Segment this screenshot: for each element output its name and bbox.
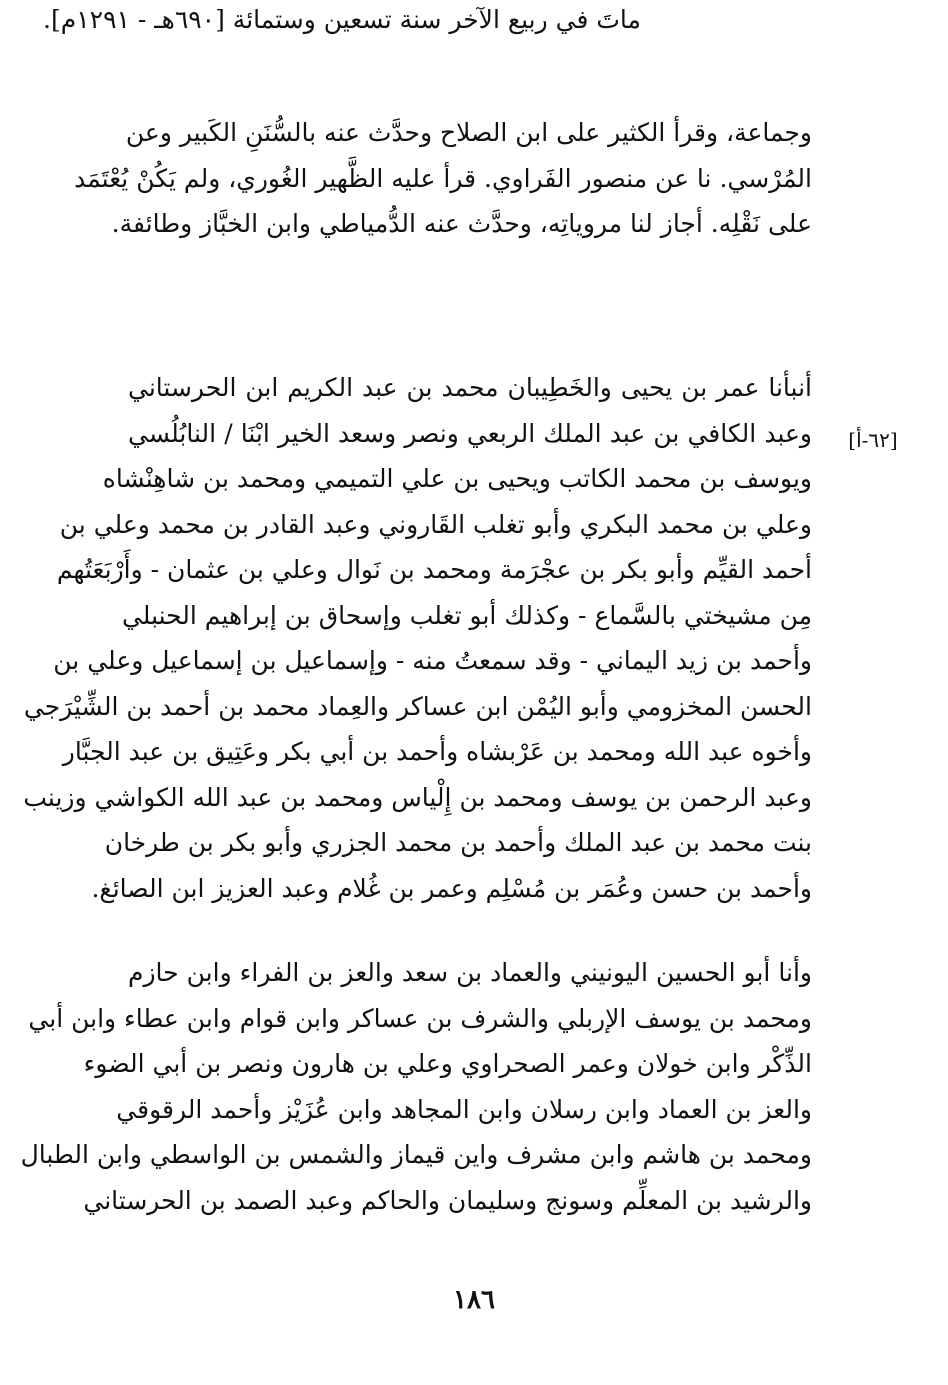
text-line: أحمد القيِّم وأبو بكر بن عجْرَمة ومحمد بن نَوال وعلي بن عثمان - وأَرْبَعَتُهم <box>56 555 812 584</box>
death-date-line: ماتَ في ربيع الآخر سنة تسعين وستمائة [٦٩٠هـ - ١٢٩١م]. <box>43 5 641 34</box>
text-line: المُرْسي. نا عن منصور الفَراوي. قرأ عليه الظَّهير الغُوري، ولم يَكُنْ يُعْتَمَد <box>74 163 812 193</box>
text-line: ومحمد بن يوسف الإربلي والشرف بن عساكر وابن قوام وابن عطاء وابن أبي <box>28 1003 812 1033</box>
text-line: الحسن المخزومي وأبو اليُمْن ابن عساكر والعِماد محمد بن أحمد بن الشِّيْرَجي <box>23 691 812 721</box>
text-line: وعبد الكافي بن عبد الملك الربعي ونصر وسعد الخير ابْنَا / النابُلُسي <box>128 418 812 448</box>
text-line: الذِّكْر وابن خولان وعمر الصحراوي وعلي بن هارون ونصر بن أبي الضوء <box>83 1049 812 1078</box>
paragraph-1 <box>74 110 812 247</box>
text-line: وأحمد بن زيد اليماني - وقد سمعتُ منه - وإسماعيل بن إسماعيل وعلي بن <box>53 646 812 675</box>
text-line: وأخوه عبد الله ومحمد بن عَرْبشاه وأحمد بن أبي بكر وعَتِيق بن عبد الجبَّار <box>62 737 812 766</box>
text-line: ومحمد بن هاشم وابن مشرف واين قيماز والشمس بن الواسطي وابن الطبال <box>20 1140 812 1169</box>
paragraph-2 <box>23 365 812 911</box>
text-line: وأنا أبو الحسين اليونيني والعماد بن سعد والعز بن الفراء وابن حازم <box>128 958 812 987</box>
text-line: على نَقْلِه. أجاز لنا مروياتِه، وحدَّث عنه الدُّمياطي وابن الخبَّاز وطائفة. <box>111 209 812 238</box>
text-line: أنبأنا عمر بن يحيى والخَطِيبان محمد بن عبد الكريم ابن الحرستاني <box>128 373 812 402</box>
text-line: بنت محمد بن عبد الملك وأحمد بن محمد الجزري وأبو بكر بن طرخان <box>104 828 812 857</box>
text-line: ويوسف بن محمد الكاتب ويحيى بن علي التميمي ومحمد بن شاهِنْشاه <box>102 464 812 493</box>
text-line: وأحمد بن حسن وعُمَر بن مُسْلِم وعمر بن غُلام وعبد العزيز ابن الصائغ. <box>91 873 812 903</box>
page-number: ١٨٦ <box>453 1285 495 1315</box>
text-line: مِن مشيختي بالسَّماع - وكذلك أبو تغلب وإسحاق بن إبراهيم الحنبلي <box>121 600 812 630</box>
text-line: وعبد الرحمن بن يوسف ومحمد بن إِلْياس ومحمد بن عبد الله الكواشي وزينب <box>23 782 812 812</box>
folio-margin-note: [٦٢-أ] <box>848 428 898 452</box>
text-line: والرشيد بن المعلِّم وسونج وسليمان والحاكم وعبد الصمد بن الحرستاني <box>83 1185 812 1215</box>
paragraph-3 <box>20 950 812 1223</box>
text-line: وعلي بن محمد البكري وأبو تغلب القَاروني وعبد القادر بن محمد وعلي بن <box>59 509 812 539</box>
text-line: والعز بن العماد وابن رسلان وابن المجاهد وابن عُزَيْز وأحمد الرقوقي <box>116 1094 812 1124</box>
text-line: وجماعة، وقرأ الكثير على ابن الصلاح وحدَّث عنه بالسُّنَنِ الكَبير وعن <box>125 118 812 147</box>
